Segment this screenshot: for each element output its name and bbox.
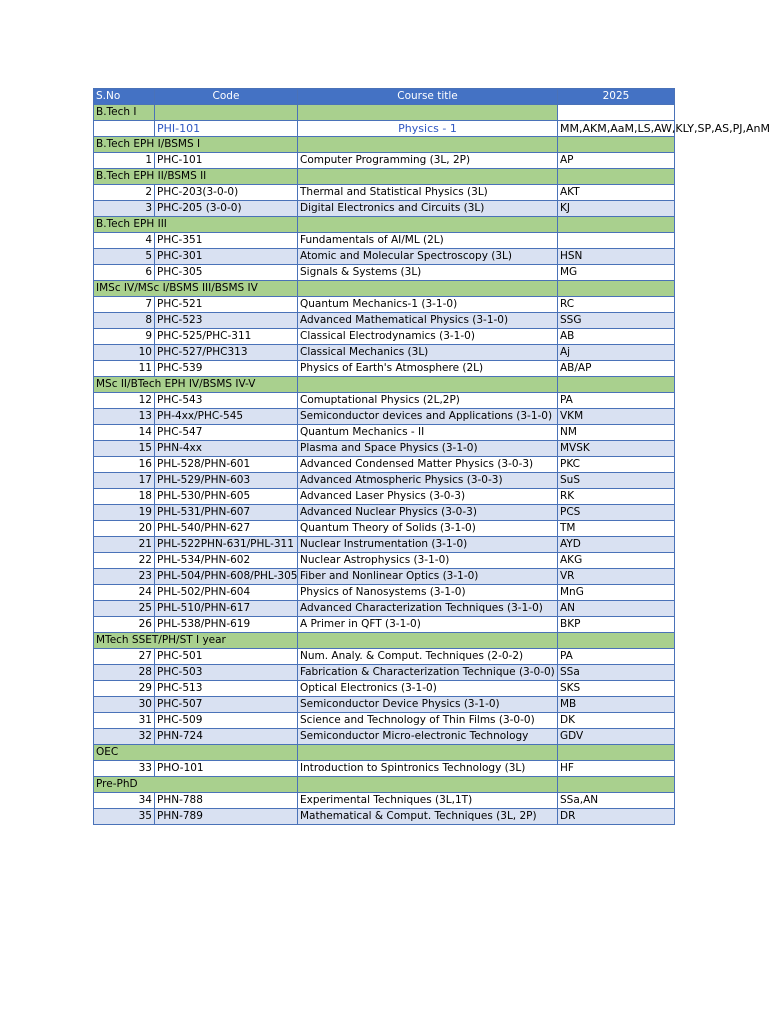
cell-course-title[interactable]: Classical Mechanics (3L) (298, 345, 558, 361)
cell-course-title[interactable]: Semiconductor Device Physics (3-1-0) (298, 697, 558, 713)
cell-course-title[interactable]: Advanced Condensed Matter Physics (3-0-3) (298, 457, 558, 473)
cell-sno[interactable]: 7 (94, 297, 155, 313)
cell-faculty[interactable] (558, 233, 675, 249)
table-row (94, 697, 675, 713)
section-row (94, 745, 675, 761)
section-empty-cell[interactable] (558, 137, 675, 153)
section-label[interactable]: OEC (94, 745, 298, 761)
table-row (94, 185, 675, 201)
cell-course-title[interactable]: Comuptational Physics (2L,2P) (298, 393, 558, 409)
table-row (94, 505, 675, 521)
cell-faculty[interactable]: MnG (558, 585, 675, 601)
cell-faculty[interactable]: KJ (558, 201, 675, 217)
cell-sno[interactable]: 2 (94, 185, 155, 201)
table-row (94, 713, 675, 729)
table-row (94, 665, 675, 681)
table-row (94, 249, 675, 265)
cell-faculty[interactable]: BKP (558, 617, 675, 633)
cell-sno[interactable]: 9 (94, 329, 155, 345)
cell-faculty[interactable]: SKS (558, 681, 675, 697)
cell-course-title[interactable]: Optical Electronics (3-1-0) (298, 681, 558, 697)
cell-code[interactable]: PHN-724 (155, 729, 298, 745)
table-row (94, 457, 675, 473)
table-row (94, 553, 675, 569)
cell-sno[interactable]: 3 (94, 201, 155, 217)
cell-faculty[interactable]: MM,AKM,AaM,LS,AW,KLY,SP,AS,PJ,AnM (558, 121, 675, 137)
cell-faculty[interactable]: AYD (558, 537, 675, 553)
section-empty-cell[interactable] (558, 633, 675, 649)
cell-faculty[interactable]: PCS (558, 505, 675, 521)
cell-faculty[interactable]: AB (558, 329, 675, 345)
section-row (94, 137, 675, 153)
cell-sno[interactable]: 5 (94, 249, 155, 265)
cell-sno[interactable]: 11 (94, 361, 155, 377)
header-code[interactable]: Code (155, 89, 298, 105)
table-row (94, 521, 675, 537)
section-empty-cell[interactable] (298, 281, 558, 297)
cell-course-title[interactable]: Experimental Techniques (3L,1T) (298, 793, 558, 809)
cell-sno[interactable]: 30 (94, 697, 155, 713)
table-row (94, 313, 675, 329)
table-row (94, 809, 675, 825)
cell-sno[interactable]: 19 (94, 505, 155, 521)
cell-faculty[interactable]: DK (558, 713, 675, 729)
section-label[interactable]: B.Tech EPH II/BSMS II (94, 169, 298, 185)
cell-sno[interactable]: 32 (94, 729, 155, 745)
table-row (94, 617, 675, 633)
cell-course-title[interactable]: Quantum Theory of Solids (3-1-0) (298, 521, 558, 537)
cell-sno[interactable]: 4 (94, 233, 155, 249)
section-empty-cell[interactable] (558, 377, 675, 393)
cell-course-title[interactable]: Science and Technology of Thin Films (3-0-0) (298, 713, 558, 729)
section-label[interactable]: MSc II/BTech EPH IV/BSMS IV-V (94, 377, 298, 393)
cell-faculty[interactable]: SuS (558, 473, 675, 489)
cell-course-title[interactable]: Introduction to Spintronics Technology (3L) (298, 761, 558, 777)
table-row-phi-101 (94, 121, 675, 137)
cell-faculty[interactable]: VKM (558, 409, 675, 425)
cell-course-title[interactable]: Nuclear Astrophysics (3-1-0) (298, 553, 558, 569)
cell-code[interactable]: PHL-538/PHN-619 (155, 617, 298, 633)
cell-course-title[interactable]: Thermal and Statistical Physics (3L) (298, 185, 558, 201)
cell-code[interactable]: PHL-530/PHN-605 (155, 489, 298, 505)
cell-course-title[interactable]: Advanced Laser Physics (3-0-3) (298, 489, 558, 505)
cell-code[interactable]: PHC-501 (155, 649, 298, 665)
cell-code[interactable]: PHL-528/PHN-601 (155, 457, 298, 473)
table-row (94, 409, 675, 425)
cell-sno[interactable]: 35 (94, 809, 155, 825)
header-row (94, 89, 675, 105)
cell-code[interactable]: PHO-101 (155, 761, 298, 777)
cell-faculty[interactable]: HF (558, 761, 675, 777)
cell-course-title[interactable]: Advanced Mathematical Physics (3-1-0) (298, 313, 558, 329)
cell-faculty[interactable]: AN (558, 601, 675, 617)
section-row (94, 217, 675, 233)
section-empty-cell[interactable] (298, 745, 558, 761)
cell-course-title[interactable]: Physics of Nanosystems (3-1-0) (298, 585, 558, 601)
cell-faculty[interactable]: MVSK (558, 441, 675, 457)
cell-code[interactable]: PHC-523 (155, 313, 298, 329)
table-row (94, 153, 675, 169)
section-row (94, 633, 675, 649)
cell-sno[interactable]: 29 (94, 681, 155, 697)
table-row (94, 297, 675, 313)
cell-course-title[interactable]: Semiconductor devices and Applications (3-1-0) (298, 409, 558, 425)
cell-sno[interactable]: 26 (94, 617, 155, 633)
cell-course-title[interactable]: Signals & Systems (3L) (298, 265, 558, 281)
cell-code[interactable]: PHN-789 (155, 809, 298, 825)
course-allocation-table (93, 88, 770, 825)
section-empty-cell[interactable] (298, 777, 558, 793)
cell-code[interactable]: PHL-531/PHN-607 (155, 505, 298, 521)
cell-sno[interactable]: 22 (94, 553, 155, 569)
section-empty-cell[interactable] (558, 777, 675, 793)
cell-faculty[interactable]: MG (558, 265, 675, 281)
table-row (94, 233, 675, 249)
table-row (94, 473, 675, 489)
cell-course-title[interactable]: Atomic and Molecular Spectroscopy (3L) (298, 249, 558, 265)
cell-course-title[interactable]: Digital Electronics and Circuits (3L) (298, 201, 558, 217)
cell-code[interactable]: PHC-513 (155, 681, 298, 697)
cell-sno[interactable]: 20 (94, 521, 155, 537)
section-empty-cell[interactable] (298, 377, 558, 393)
cell-course-title[interactable]: Fiber and Nonlinear Optics (3-1-0) (298, 569, 558, 585)
cell-code[interactable]: PHC-547 (155, 425, 298, 441)
cell-code[interactable]: PHN-4xx (155, 441, 298, 457)
cell-faculty[interactable]: SSG (558, 313, 675, 329)
cell-sno[interactable]: 10 (94, 345, 155, 361)
cell-code[interactable]: PHL-529/PHN-603 (155, 473, 298, 489)
table-row (94, 537, 675, 553)
cell-faculty[interactable]: VR (558, 569, 675, 585)
cell-sno[interactable] (94, 121, 155, 137)
cell-sno[interactable]: 13 (94, 409, 155, 425)
section-label[interactable]: MTech SSET/PH/ST I year (94, 633, 298, 649)
cell-code[interactable]: PHL-540/PHN-627 (155, 521, 298, 537)
cell-faculty[interactable]: SSa,AN (558, 793, 675, 809)
cell-faculty[interactable]: AB/AP (558, 361, 675, 377)
cell-faculty[interactable]: PKC (558, 457, 675, 473)
cell-faculty[interactable]: AKT (558, 185, 675, 201)
section-row (94, 377, 675, 393)
section-empty-cell[interactable] (558, 281, 675, 297)
cell-sno[interactable]: 34 (94, 793, 155, 809)
cell-code[interactable]: PHL-534/PHN-602 (155, 553, 298, 569)
cell-course-title[interactable]: Physics - 1 (298, 121, 558, 137)
cell-course-title[interactable]: Fabrication & Characterization Technique (3-0-0) (298, 665, 558, 681)
cell-course-title[interactable]: Plasma and Space Physics (3-1-0) (298, 441, 558, 457)
cell-faculty[interactable]: AKG (558, 553, 675, 569)
cell-course-title[interactable]: Advanced Nuclear Physics (3-0-3) (298, 505, 558, 521)
cell-sno[interactable]: 15 (94, 441, 155, 457)
table-row (94, 585, 675, 601)
cell-code[interactable]: PHC-351 (155, 233, 298, 249)
table-row (94, 393, 675, 409)
header-year[interactable]: 2025 (558, 89, 675, 105)
section-label[interactable]: IMSc IV/MSc I/BSMS III/BSMS IV (94, 281, 298, 297)
cell-faculty[interactable]: PA (558, 649, 675, 665)
cell-code[interactable]: PHC-509 (155, 713, 298, 729)
cell-faculty[interactable]: PA (558, 393, 675, 409)
cell-course-title[interactable]: Advanced Characterization Techniques (3-1-0) (298, 601, 558, 617)
cell-faculty[interactable]: HSN (558, 249, 675, 265)
cell-sno[interactable]: 16 (94, 457, 155, 473)
cell-faculty[interactable]: Aj (558, 345, 675, 361)
section-label[interactable]: B.Tech EPH I/BSMS I (94, 137, 298, 153)
cell-course-title[interactable]: Nuclear Instrumentation (3-1-0) (298, 537, 558, 553)
cell-course-title[interactable]: Mathematical & Comput. Techniques (3L, 2P) (298, 809, 558, 825)
cell-sno[interactable]: 12 (94, 393, 155, 409)
table-row (94, 329, 675, 345)
table-row (94, 441, 675, 457)
cell-sno[interactable]: 18 (94, 489, 155, 505)
table-row (94, 265, 675, 281)
header-sno[interactable]: S.No (94, 89, 155, 105)
cell-sno[interactable]: 33 (94, 761, 155, 777)
table-row (94, 425, 675, 441)
table-row (94, 729, 675, 745)
cell-code[interactable]: PHC-527/PHC313 (155, 345, 298, 361)
section-empty-cell[interactable] (558, 745, 675, 761)
table-row (94, 761, 675, 777)
cell-course-title[interactable]: Quantum Mechanics-1 (3-1-0) (298, 297, 558, 313)
table-row (94, 681, 675, 697)
cell-code[interactable]: PHI-101 (155, 121, 298, 137)
cell-faculty[interactable]: RK (558, 489, 675, 505)
table-row (94, 201, 675, 217)
cell-course-title[interactable]: Classical Electrodynamics (3-1-0) (298, 329, 558, 345)
cell-code[interactable]: PHL-502/PHN-604 (155, 585, 298, 601)
cell-sno[interactable]: 17 (94, 473, 155, 489)
cell-faculty[interactable]: DR (558, 809, 675, 825)
section-row (94, 777, 675, 793)
table-row (94, 601, 675, 617)
section-empty-cell[interactable] (298, 169, 558, 185)
cell-code[interactable]: PHL-510/PHN-617 (155, 601, 298, 617)
cell-code[interactable]: PHC-101 (155, 153, 298, 169)
cell-course-title[interactable]: Num. Analy. & Comput. Techniques (2-0-2) (298, 649, 558, 665)
cell-code[interactable]: PHC-503 (155, 665, 298, 681)
table-row (94, 345, 675, 361)
section-empty-cell[interactable] (558, 217, 675, 233)
cell-code[interactable]: PHC-305 (155, 265, 298, 281)
table-row (94, 793, 675, 809)
cell-course-title[interactable]: Fundamentals of AI/ML (2L) (298, 233, 558, 249)
cell-code[interactable]: PHC-205 (3-0-0) (155, 201, 298, 217)
cell-course-title[interactable]: Semiconductor Micro-electronic Technology (298, 729, 558, 745)
section-empty-cell[interactable] (298, 137, 558, 153)
cell-code[interactable]: PHC-521 (155, 297, 298, 313)
cell-sno[interactable]: 24 (94, 585, 155, 601)
cell-sno[interactable]: 27 (94, 649, 155, 665)
cell-course-title[interactable]: Quantum Mechanics - II (298, 425, 558, 441)
cell-sno[interactable]: 31 (94, 713, 155, 729)
cell-sno[interactable]: 6 (94, 265, 155, 281)
cell-course-title[interactable]: A Primer in QFT (3-1-0) (298, 617, 558, 633)
cell-faculty[interactable]: GDV (558, 729, 675, 745)
cell-faculty[interactable]: TM (558, 521, 675, 537)
table-row (94, 361, 675, 377)
cell-faculty[interactable]: MB (558, 697, 675, 713)
cell-code[interactable]: PHC-301 (155, 249, 298, 265)
section-row (94, 281, 675, 297)
section-label[interactable]: B.Tech I (94, 105, 155, 121)
cell-code[interactable]: PHN-788 (155, 793, 298, 809)
cell-faculty[interactable]: RC (558, 297, 675, 313)
table-row (94, 569, 675, 585)
cell-code[interactable]: PHC-203(3-0-0) (155, 185, 298, 201)
cell-faculty[interactable]: AP (558, 153, 675, 169)
cell-code[interactable]: PH-4xx/PHC-545 (155, 409, 298, 425)
section-empty-cell[interactable] (298, 217, 558, 233)
cell-code[interactable]: PHL-504/PHN-608/PHL-305 (155, 569, 298, 585)
cell-sno[interactable]: 1 (94, 153, 155, 169)
section-label[interactable]: Pre-PhD (94, 777, 298, 793)
cell-code[interactable]: PHC-543 (155, 393, 298, 409)
cell-sno[interactable]: 28 (94, 665, 155, 681)
cell-code[interactable]: PHC-525/PHC-311 (155, 329, 298, 345)
cell-sno[interactable]: 25 (94, 601, 155, 617)
cell-course-title[interactable]: Physics of Earth's Atmosphere (2L) (298, 361, 558, 377)
cell-sno[interactable]: 21 (94, 537, 155, 553)
section-label[interactable]: B.Tech EPH III (94, 217, 298, 233)
table-row (94, 649, 675, 665)
cell-sno[interactable]: 23 (94, 569, 155, 585)
table-row (94, 489, 675, 505)
cell-faculty[interactable]: SSa (558, 665, 675, 681)
cell-sno[interactable]: 8 (94, 313, 155, 329)
cell-faculty[interactable]: NM (558, 425, 675, 441)
cell-code[interactable]: PHL-522PHN-631/PHL-311 (155, 537, 298, 553)
cell-course-title[interactable]: Computer Programming (3L, 2P) (298, 153, 558, 169)
cell-course-title[interactable]: Advanced Atmospheric Physics (3-0-3) (298, 473, 558, 489)
cell-code[interactable]: PHC-539 (155, 361, 298, 377)
cell-code[interactable]: PHC-507 (155, 697, 298, 713)
header-course-title[interactable]: Course title (298, 89, 558, 105)
section-row (94, 169, 675, 185)
section-empty-cell[interactable] (298, 633, 558, 649)
section-row-btech-1 (94, 105, 675, 121)
section-empty-cell[interactable] (558, 169, 675, 185)
cell-sno[interactable]: 14 (94, 425, 155, 441)
